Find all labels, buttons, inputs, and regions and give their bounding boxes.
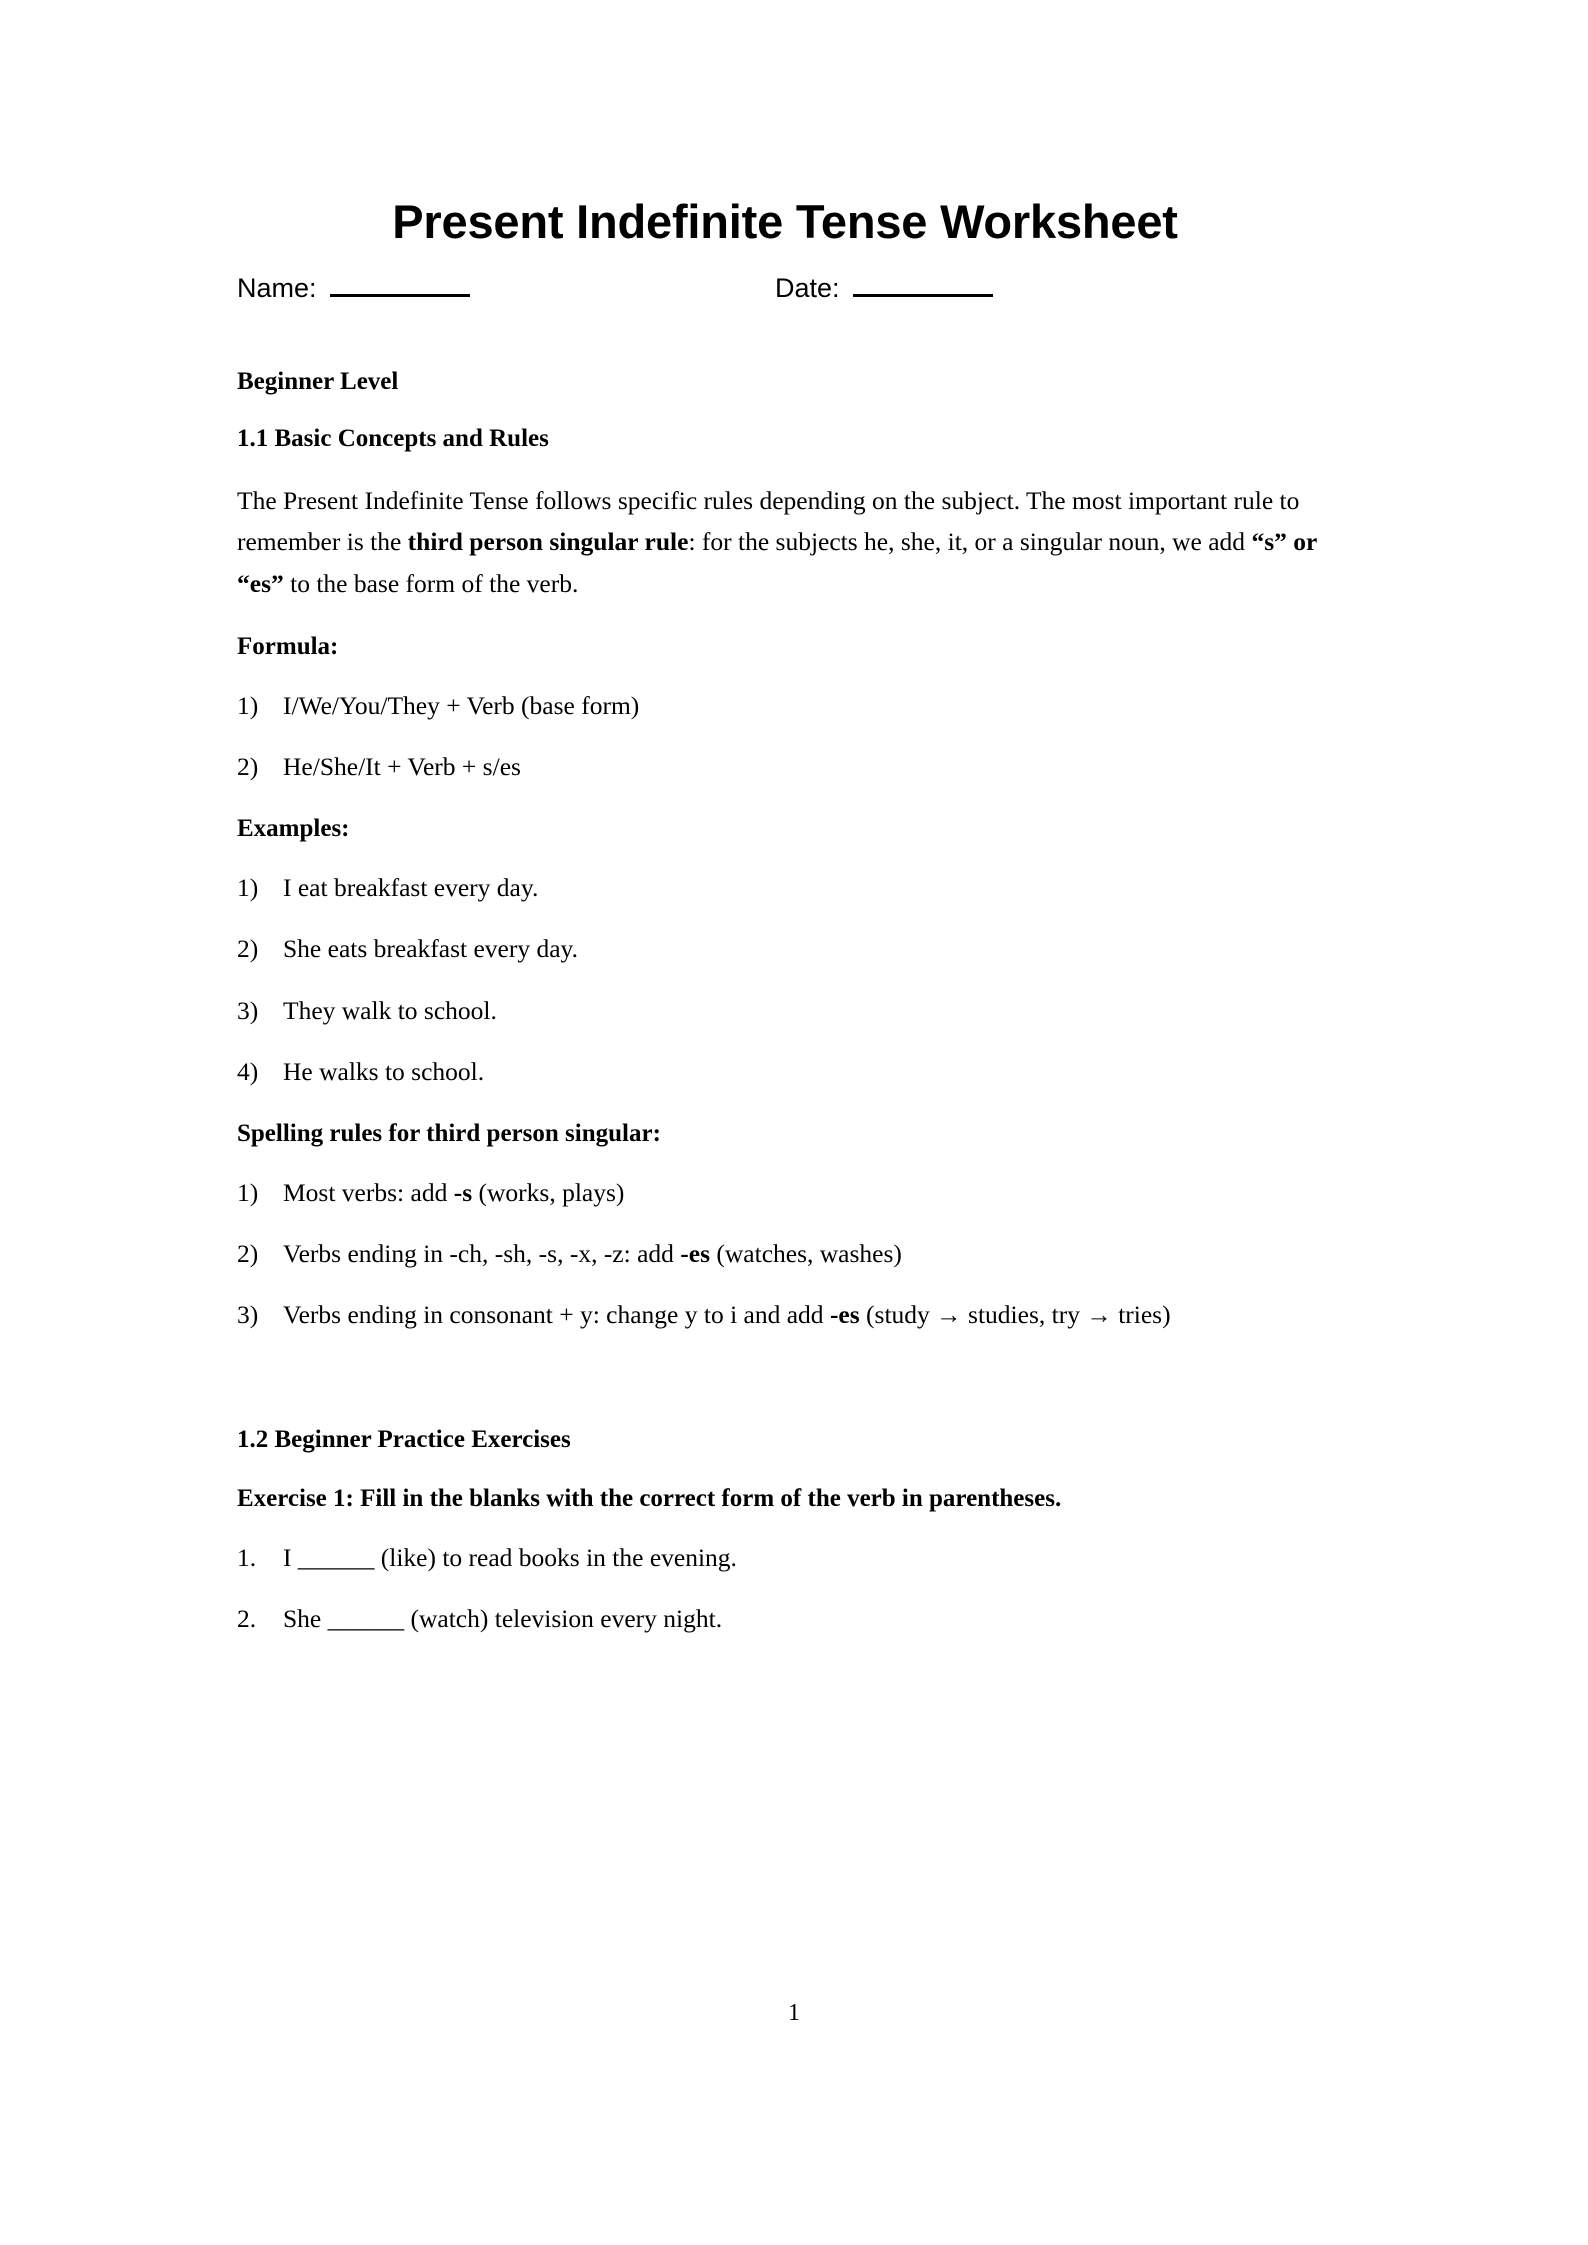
name-label: Name: bbox=[237, 272, 317, 303]
page-title: Present Indefinite Tense Worksheet bbox=[392, 195, 1178, 248]
list-marker: 2) bbox=[237, 752, 259, 782]
list-marker: 1) bbox=[237, 690, 259, 720]
list-marker: 1. bbox=[237, 1543, 257, 1573]
date-field-group bbox=[775, 273, 993, 304]
name-input-blank[interactable] bbox=[330, 276, 470, 297]
list-text-post: (watches, washes) bbox=[710, 1239, 902, 1269]
list-text-bold: -es bbox=[829, 1300, 860, 1330]
list-marker: 4) bbox=[237, 1056, 259, 1086]
formula-heading: Formula: bbox=[237, 633, 339, 661]
intro-bold-rule: third person singular rule bbox=[407, 527, 689, 557]
list-marker: 2) bbox=[237, 934, 259, 964]
page-number-footer: 1 bbox=[788, 2000, 800, 2026]
list-item bbox=[237, 1212, 1333, 1273]
list-item bbox=[237, 1151, 1333, 1212]
date-input-blank[interactable] bbox=[853, 276, 993, 297]
list-marker: 3) bbox=[237, 995, 259, 1025]
intro-part-2: : for the subjects he, she, it, or a singular noun, we add bbox=[688, 527, 1252, 557]
spelling-rules-list bbox=[237, 1151, 1333, 1335]
exercise-1-list bbox=[237, 1516, 1333, 1639]
list-marker: 2. bbox=[237, 1604, 257, 1634]
list-text: He walks to school. bbox=[283, 1056, 485, 1086]
list-item[interactable] bbox=[237, 1516, 1333, 1577]
list-text: He/She/It + Verb + s/es bbox=[283, 752, 521, 782]
section-1-1-heading: 1.1 Basic Concepts and Rules bbox=[237, 425, 549, 453]
formula-list bbox=[237, 664, 1333, 787]
date-label: Date: bbox=[775, 272, 840, 303]
list-item[interactable] bbox=[237, 1577, 1333, 1638]
list-marker: 3) bbox=[237, 1300, 259, 1330]
section-spacer bbox=[237, 1335, 1333, 1399]
intro-part-3: to the base form of the verb. bbox=[283, 568, 579, 598]
list-item bbox=[237, 1273, 1333, 1334]
list-item bbox=[237, 725, 1333, 786]
list-text: I/We/You/They + Verb (base form) bbox=[283, 690, 640, 720]
list-item bbox=[237, 846, 1333, 907]
list-item bbox=[237, 969, 1333, 1030]
list-text-post: (study → studies, try → tries) bbox=[859, 1300, 1171, 1330]
list-text-pre: Most verbs: add bbox=[283, 1177, 454, 1207]
intro-bold-suffixes: “s” or “es” bbox=[237, 527, 1317, 598]
exercise-1-heading: Exercise 1: Fill in the blanks with the correct form of the verb in parentheses. bbox=[237, 1485, 1062, 1513]
intro-paragraph bbox=[237, 456, 1333, 604]
examples-list bbox=[237, 846, 1333, 1091]
list-item bbox=[237, 907, 1333, 968]
list-text: She ______ (watch) television every night. bbox=[283, 1604, 723, 1634]
list-text: I ______ (like) to read books in the evening. bbox=[283, 1543, 737, 1573]
list-text-post: (works, plays) bbox=[472, 1177, 625, 1207]
list-text: She eats breakfast every day. bbox=[283, 934, 579, 964]
section-1-2-heading: 1.2 Beginner Practice Exercises bbox=[237, 1425, 571, 1453]
list-text-bold: -es bbox=[680, 1239, 711, 1269]
intro-part-1: The Present Indefinite Tense follows specific rules depending on the subject. The most important rule to remember is the bbox=[237, 486, 1300, 557]
name-field-group bbox=[237, 273, 470, 304]
list-text: They walk to school. bbox=[283, 995, 497, 1025]
list-text-bold: -s bbox=[453, 1177, 473, 1207]
list-text: I eat breakfast every day. bbox=[283, 873, 539, 903]
list-text-pre: Verbs ending in -ch, -sh, -s, -x, -z: add bbox=[283, 1239, 681, 1269]
document-content bbox=[237, 0, 1333, 1639]
spelling-rules-heading: Spelling rules for third person singular: bbox=[237, 1120, 661, 1148]
list-item bbox=[237, 1030, 1333, 1091]
list-marker: 2) bbox=[237, 1239, 259, 1269]
level-heading: Beginner Level bbox=[237, 367, 399, 395]
list-marker: 1) bbox=[237, 873, 259, 903]
examples-heading: Examples: bbox=[237, 815, 350, 843]
list-marker: 1) bbox=[237, 1177, 259, 1207]
list-text-pre: Verbs ending in consonant + y: change y to i and add bbox=[283, 1300, 830, 1330]
name-date-row bbox=[237, 273, 1333, 315]
list-item bbox=[237, 664, 1333, 725]
